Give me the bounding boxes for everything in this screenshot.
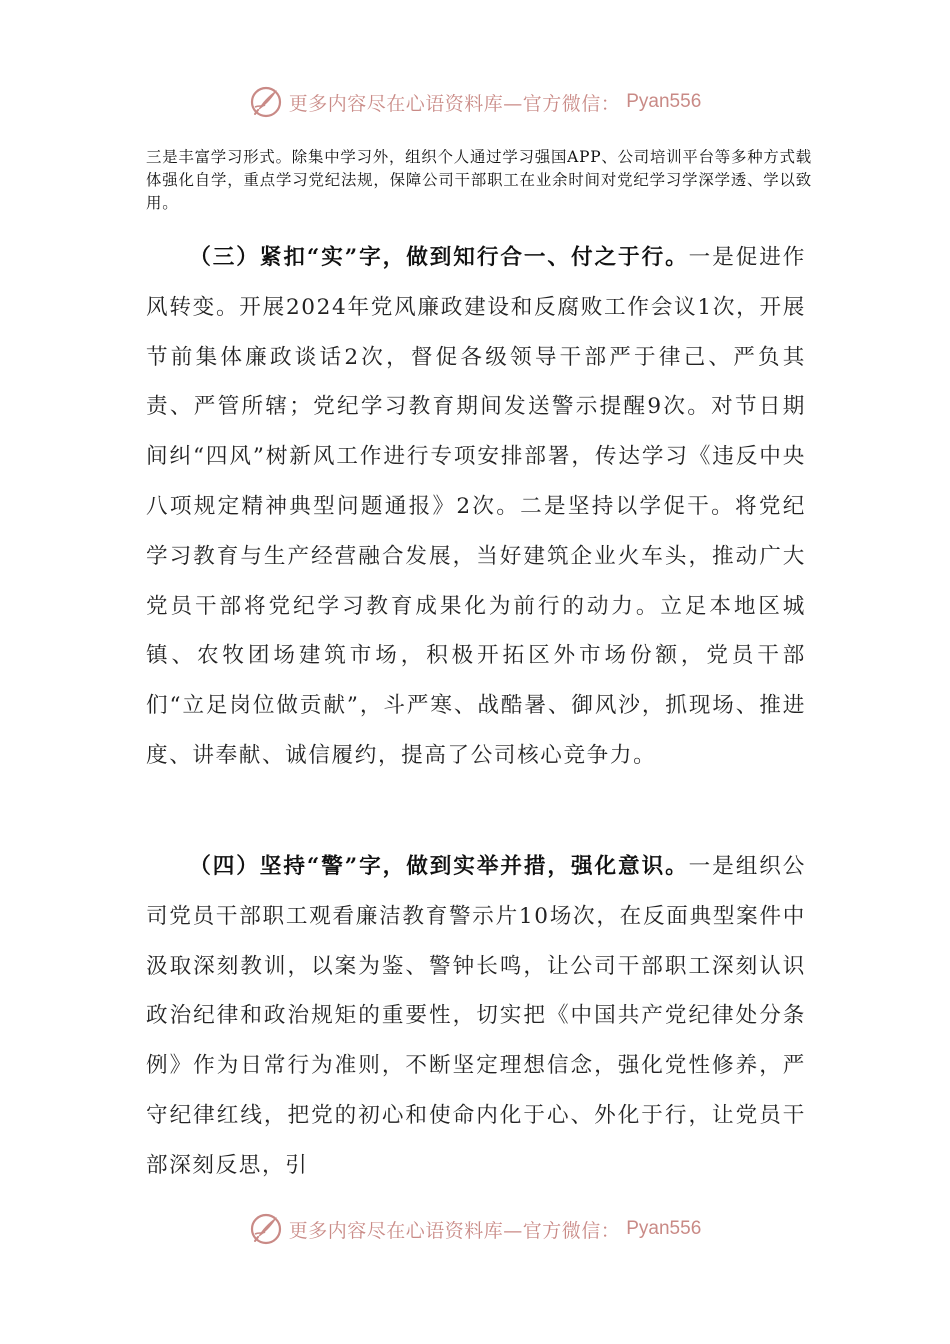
section-three-heading: （三）紧扣“实”字，做到知行合一、付之于行。 <box>189 245 689 270</box>
section-three-paragraph <box>146 233 806 781</box>
section-three-body: 一是促进作风转变。开展2024年党风廉政建设和反腐败工作会议1次，开展节前集体廉政谈话2次，督促各级领导干部严于律己、严负其责、严管所辖；党纪学习教育期间发送警示提醒9次。对节日期间纠“四风”树新风工作进行专项安排部署，传达学习《违反中央八项规定精神典型问题通报》2次。二是坚持以学促干。将党纪学习教育与生产经营融合发展，当好建筑企业火车头，推动广大党员干部将党纪学习教育成果化为前行的动力。立足本地区城镇、农牧团场建筑市场，积极开拓区外市场份额，党员干部们“立足岗位做贡献”，斗严寒、战酷暑、御风沙，抓现场、推进度、讲奉献、诚信履约，提高了公司核心竞争力。 <box>146 245 806 768</box>
watermark-text: 更多内容尽在心语资料库—官方微信： <box>288 92 621 115</box>
intro-paragraph: 三是丰富学习形式。除集中学习外，组织个人通过学习强国APP、公司培训平台等多种方式载体强化自学，重点学习党纪法规，保障公司干部职工在业余时间对党纪学习学深学透、学以致用。 <box>146 148 812 212</box>
section-four-body: 一是组织公司党员干部职工观看廉洁教育警示片10场次，在反面典型案件中汲取深刻教训，以案为鉴、警钟长鸣，让公司干部职工深刻认识政治纪律和政治规矩的重要性，切实把《中国共产党纪律处分条例》作为日常行为准则，不断坚定理想信念，强化党性修养，严守纪律红线，把党的初心和使命内化于心、外化于行，让党员干部深刻反思，引 <box>146 854 806 1178</box>
quill-logo-icon <box>249 1212 283 1246</box>
watermark-wechat-id: Pyan556 <box>626 1218 702 1239</box>
quill-logo-icon <box>249 85 283 119</box>
section-four-paragraph <box>146 842 806 1191</box>
header-watermark <box>0 82 950 122</box>
watermark-text: 更多内容尽在心语资料库—官方微信： <box>288 1219 621 1242</box>
watermark-wechat-id: Pyan556 <box>626 91 702 112</box>
footer-watermark <box>0 1209 950 1249</box>
section-four-heading: （四）坚持“警”字，做到实举并措，强化意识。 <box>189 854 689 879</box>
